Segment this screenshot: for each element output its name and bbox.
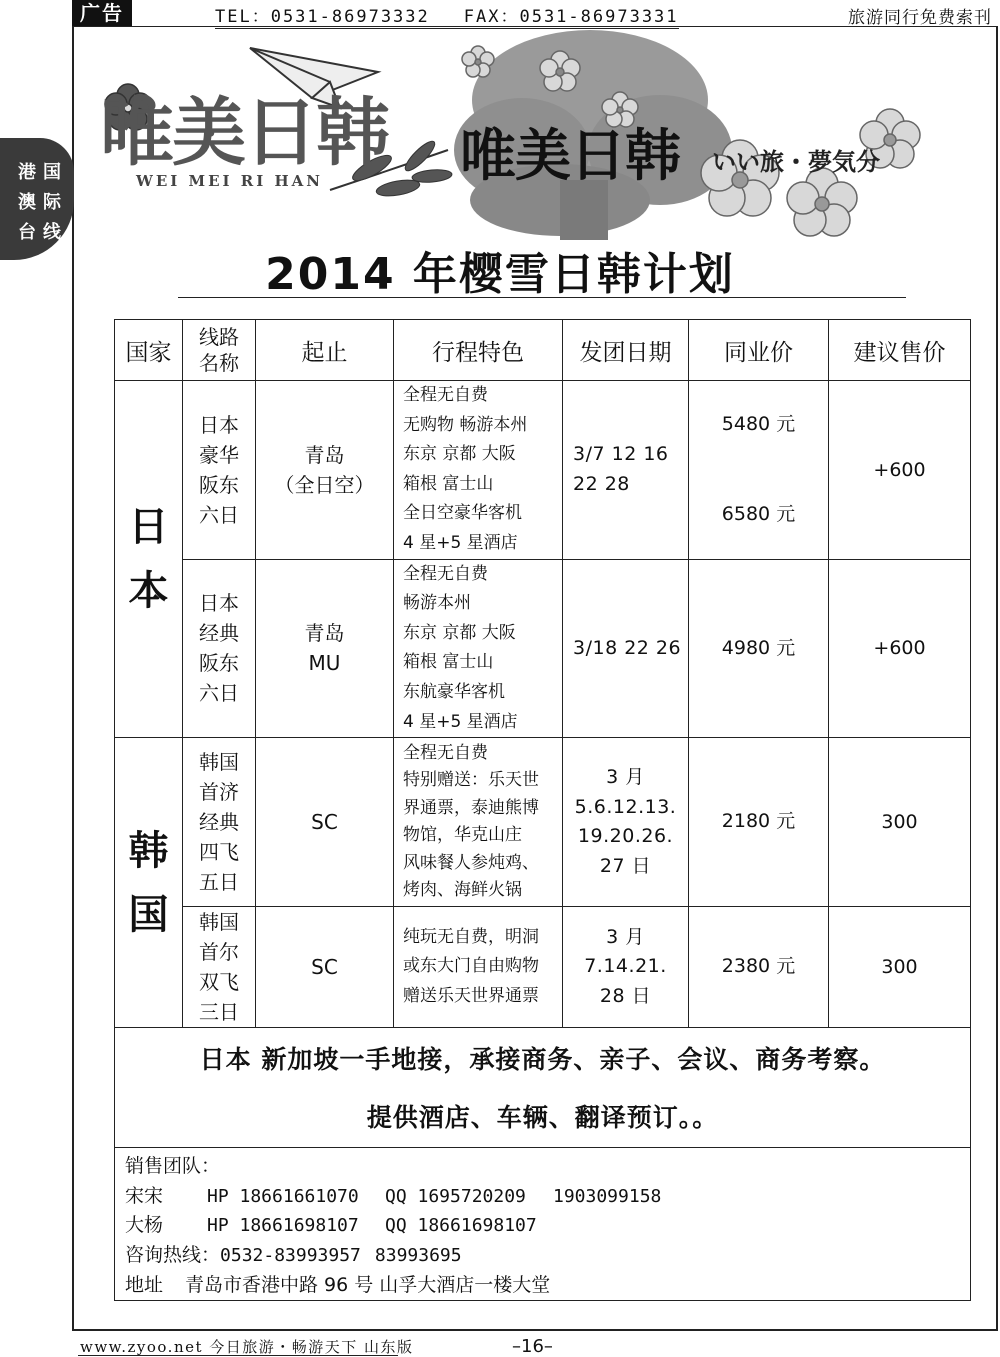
date-line: 28 日 xyxy=(599,984,652,1007)
feature-line: 全程无自费 xyxy=(403,742,488,763)
route-line: 韩国 xyxy=(199,750,239,775)
side-tab-char: 国 xyxy=(43,162,61,183)
brand-logo-pinyin: WEI MEI RI HAN xyxy=(136,172,324,190)
feature-line: 赠送乐天世界通票 xyxy=(403,985,539,1006)
feature-line: 东京 京都 大阪 xyxy=(403,444,516,465)
brand-slogan: いい旅・夢気分 xyxy=(712,148,880,176)
tour-features xyxy=(394,907,563,1028)
route-line: 六日 xyxy=(199,681,239,706)
route-line: 六日 xyxy=(199,502,239,527)
page-number: –16– xyxy=(512,1336,553,1357)
address xyxy=(125,1271,970,1301)
table-row xyxy=(115,738,971,907)
start-end xyxy=(256,738,394,907)
feature-line: 烤肉、海鲜火锅 xyxy=(403,880,522,901)
fax-number: FAX：0531-86973331 xyxy=(463,7,679,27)
sales-person xyxy=(125,1211,970,1241)
price-value: 2180 元 xyxy=(721,810,796,833)
route-line: 双飞 xyxy=(199,970,239,995)
sales-contacts xyxy=(115,1148,971,1301)
start-end-line: MU xyxy=(308,651,341,676)
date-line: 22 28 xyxy=(573,472,630,495)
address-label: 地址 xyxy=(125,1273,164,1296)
tour-features xyxy=(394,738,563,907)
start-end-line: SC xyxy=(311,810,338,835)
column-header: 同业价 xyxy=(689,320,829,381)
side-tab-char: 澳 xyxy=(18,192,36,213)
hotline-number-2: 83993695 xyxy=(374,1244,462,1266)
country-cell-japan xyxy=(115,381,183,738)
footer-site-line: www.zyoo.net 今日旅游・畅游天下 山东版 xyxy=(80,1338,414,1356)
column-header: 行程特色 xyxy=(394,320,563,381)
ad-label: 广告 xyxy=(72,0,132,26)
price-value: 6580 元 xyxy=(721,502,796,525)
table-row xyxy=(115,559,971,738)
person-name: 大杨 xyxy=(125,1214,164,1237)
promo-line: 日本 新加坡一手地接，承接商务、亲子、会议、商务考察。 xyxy=(199,1044,886,1074)
date-line: 5.6.12.13. xyxy=(574,795,677,818)
route-line: 阪东 xyxy=(199,472,239,497)
route-line: 五日 xyxy=(199,870,239,895)
trade-price xyxy=(689,559,829,738)
column-header: 线路名称 xyxy=(199,325,239,375)
person-name: 宋宋 xyxy=(125,1184,164,1207)
hotline-label: 咨询热线： xyxy=(125,1243,221,1266)
promo-row xyxy=(115,1028,971,1148)
route-name xyxy=(183,559,256,738)
date-line: 3 月 xyxy=(606,925,645,948)
route-name xyxy=(183,907,256,1028)
feature-line: 特别赠送：乐天世 xyxy=(403,770,539,791)
route-line: 经典 xyxy=(199,810,239,835)
suggested-price: +600 xyxy=(829,559,971,738)
date-line: 3 月 xyxy=(606,765,645,788)
table-header-row xyxy=(115,320,971,381)
address-text: 青岛市香港中路 96 号 山孚大酒店一楼大堂 xyxy=(185,1273,551,1296)
feature-line: 界通票，泰迪熊博 xyxy=(403,797,539,818)
route-line: 韩国 xyxy=(199,910,239,935)
date-line: 7.14.21. xyxy=(584,955,667,978)
route-line: 日本 xyxy=(199,412,239,437)
brand-name: 唯美日韩 xyxy=(460,124,680,189)
extra-number: 1903099158 xyxy=(553,1185,662,1207)
feature-line: 全程无自费 xyxy=(403,563,488,584)
start-end-line: SC xyxy=(311,955,338,980)
feature-line: 4 星+5 星酒店 xyxy=(403,711,518,732)
route-name xyxy=(183,738,256,907)
departure-dates xyxy=(563,559,689,738)
feature-line: 物馆，华克山庄 xyxy=(403,825,522,846)
date-line: 3/18 22 26 xyxy=(573,636,682,659)
route-line: 三日 xyxy=(199,1000,239,1025)
start-end xyxy=(256,559,394,738)
date-line: 3/7 12 16 xyxy=(573,443,669,466)
feature-line: 4 星+5 星酒店 xyxy=(403,532,518,553)
table-row xyxy=(115,907,971,1028)
start-end xyxy=(256,381,394,560)
start-end-line: 青岛 xyxy=(304,621,345,646)
start-end xyxy=(256,907,394,1028)
table-row xyxy=(115,381,971,560)
suggested-price: 300 xyxy=(829,907,971,1028)
tour-features xyxy=(394,559,563,738)
hotline xyxy=(125,1241,970,1271)
tour-itinerary-table xyxy=(114,319,971,1301)
feature-line: 全日空豪华客机 xyxy=(403,503,522,524)
route-line: 阪东 xyxy=(199,651,239,676)
route-line: 经典 xyxy=(199,621,239,646)
date-line: 27 日 xyxy=(599,854,652,877)
route-line: 日本 xyxy=(199,591,239,616)
start-end-line: （全日空） xyxy=(274,472,375,497)
feature-line: 风味餐人参炖鸡、 xyxy=(403,852,539,873)
side-tab-char: 港 xyxy=(18,162,36,183)
tel-number: TEL：0531-86973332 xyxy=(215,7,430,27)
column-header: 发团日期 xyxy=(563,320,689,381)
page-title: 2014 年樱雪日韩计划 xyxy=(265,249,735,300)
suggested-price: +600 xyxy=(829,381,971,560)
sales-heading: 销售团队： xyxy=(125,1155,221,1178)
feature-line: 无购物 畅游本州 xyxy=(403,414,528,435)
trade-price xyxy=(689,381,829,560)
side-tab-char: 线 xyxy=(43,222,61,243)
column-header xyxy=(183,320,256,381)
qq-number: QQ 18661698107 xyxy=(385,1215,537,1237)
route-line: 豪华 xyxy=(199,442,239,467)
price-value: 2380 元 xyxy=(721,955,796,978)
feature-line: 东航豪华客机 xyxy=(403,681,505,702)
trade-price xyxy=(689,738,829,907)
hotline-number: 0532-83993957 xyxy=(220,1244,361,1266)
trade-price xyxy=(689,907,829,1028)
route-line: 四飞 xyxy=(199,840,239,865)
tour-features xyxy=(394,381,563,560)
column-header: 起止 xyxy=(256,320,394,381)
feature-line: 箱根 富士山 xyxy=(403,652,494,673)
title-divider xyxy=(178,297,906,298)
route-line: 首尔 xyxy=(199,940,239,965)
magazine-tagline: 旅游同行免费索刊 xyxy=(848,8,992,28)
feature-line: 畅游本州 xyxy=(403,593,471,614)
side-tab-char: 台 xyxy=(18,222,36,243)
sales-person xyxy=(125,1182,970,1212)
feature-line: 或东大门自由购物 xyxy=(403,956,539,977)
route-line: 首济 xyxy=(199,780,239,805)
side-tab-char: 际 xyxy=(43,192,61,213)
column-header: 建议售价 xyxy=(829,320,971,381)
country-name: 韩国 xyxy=(128,827,169,938)
footer-divider xyxy=(78,1355,398,1356)
departure-dates xyxy=(563,381,689,560)
promo-line: 提供酒店、车辆、翻译预订。。 xyxy=(366,1102,719,1132)
country-cell-korea xyxy=(115,738,183,1028)
departure-dates xyxy=(563,907,689,1028)
country-name: 日本 xyxy=(128,504,169,615)
promo-cell xyxy=(115,1028,971,1148)
suggested-price: 300 xyxy=(829,738,971,907)
start-end-line: 青岛 xyxy=(304,442,345,467)
route-name xyxy=(183,381,256,560)
price-spacer xyxy=(689,440,828,500)
feature-line: 东京 京都 大阪 xyxy=(403,622,516,643)
phone-number: HP 18661661070 xyxy=(207,1185,359,1207)
contact-row xyxy=(115,1148,971,1301)
phone-number: HP 18661698107 xyxy=(207,1215,359,1237)
brand-logo-text: 唯美日韩 xyxy=(100,90,388,176)
feature-line: 全程无自费 xyxy=(403,385,488,405)
feature-line: 箱根 富士山 xyxy=(403,473,494,494)
price-value: 5480 元 xyxy=(721,413,796,436)
feature-line: 纯玩无自费，明洞 xyxy=(403,926,539,947)
price-value: 4980 元 xyxy=(721,636,796,659)
column-header: 国家 xyxy=(115,320,183,381)
date-line: 19.20.26. xyxy=(577,825,674,848)
departure-dates xyxy=(563,738,689,907)
qq-number: QQ 1695720209 xyxy=(385,1185,526,1207)
